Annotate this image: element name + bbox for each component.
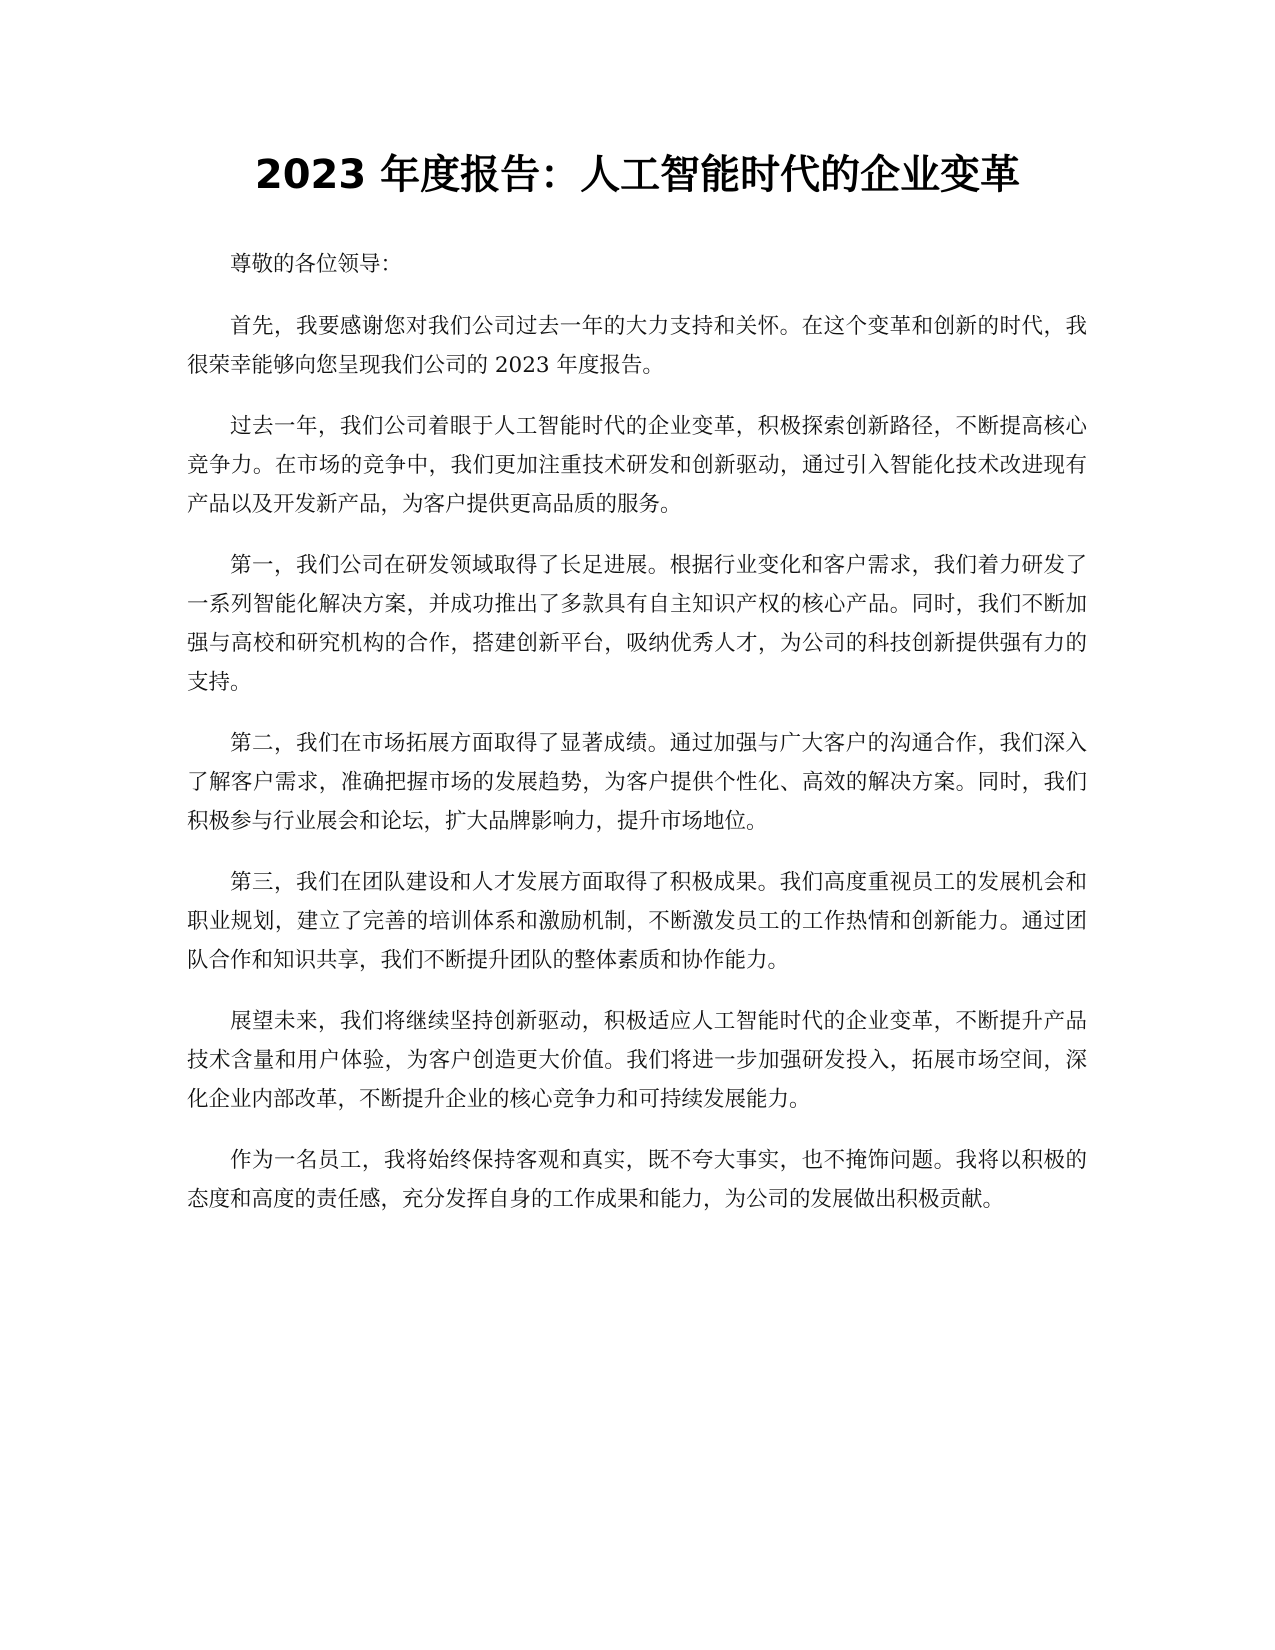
document-title: 2023 年度报告：人工智能时代的企业变革 bbox=[254, 152, 1021, 198]
paragraph-closing: 作为一名员工，我将始终保持客观和真实，既不夸大事实，也不掩饰问题。我将以积极的态度和高度的责任感，充分发挥自身的工作成果和能力，为公司的发展做出积极贡献。 bbox=[187, 1148, 1087, 1212]
paragraph-overview: 过去一年，我们公司着眼于人工智能时代的企业变革，积极探索创新路径，不断提高核心竞争力。在市场的竞争中，我们更加注重技术研发和创新驱动，通过引入智能化技术改进现有产品以及开发新产品，为客户提供更高品质的服务。 bbox=[187, 414, 1087, 517]
document-body bbox=[187, 245, 1087, 1241]
paragraph-team: 第三，我们在团队建设和人才发展方面取得了积极成果。我们高度重视员工的发展机会和职业规划，建立了完善的培训体系和激励机制，不断激发员工的工作热情和创新能力。通过团队合作和知识共享，我们不断提升团队的整体素质和协作能力。 bbox=[187, 870, 1087, 973]
paragraph-research: 第一，我们公司在研发领域取得了长足进展。根据行业变化和客户需求，我们着力研发了一系列智能化解决方案，并成功推出了多款具有自主知识产权的核心产品。同时，我们不断加强与高校和研究机构的合作，搭建创新平台，吸纳优秀人才，为公司的科技创新提供强有力的支持。 bbox=[187, 553, 1087, 695]
paragraph-outlook: 展望未来，我们将继续坚持创新驱动，积极适应人工智能时代的企业变革，不断提升产品技术含量和用户体验，为客户创造更大价值。我们将进一步加强研发投入，拓展市场空间，深化企业内部改革，不断提升企业的核心竞争力和可持续发展能力。 bbox=[187, 1009, 1087, 1112]
salutation: 尊敬的各位领导： bbox=[230, 252, 403, 277]
paragraph-market: 第二，我们在市场拓展方面取得了显著成绩。通过加强与广大客户的沟通合作，我们深入了解客户需求，准确把握市场的发展趋势，为客户提供个性化、高效的解决方案。同时，我们积极参与行业展会和论坛，扩大品牌影响力，提升市场地位。 bbox=[187, 731, 1087, 834]
paragraph-intro: 首先，我要感谢您对我们公司过去一年的大力支持和关怀。在这个变革和创新的时代，我很荣幸能够向您呈现我们公司的 2023 年度报告。 bbox=[187, 314, 1087, 378]
